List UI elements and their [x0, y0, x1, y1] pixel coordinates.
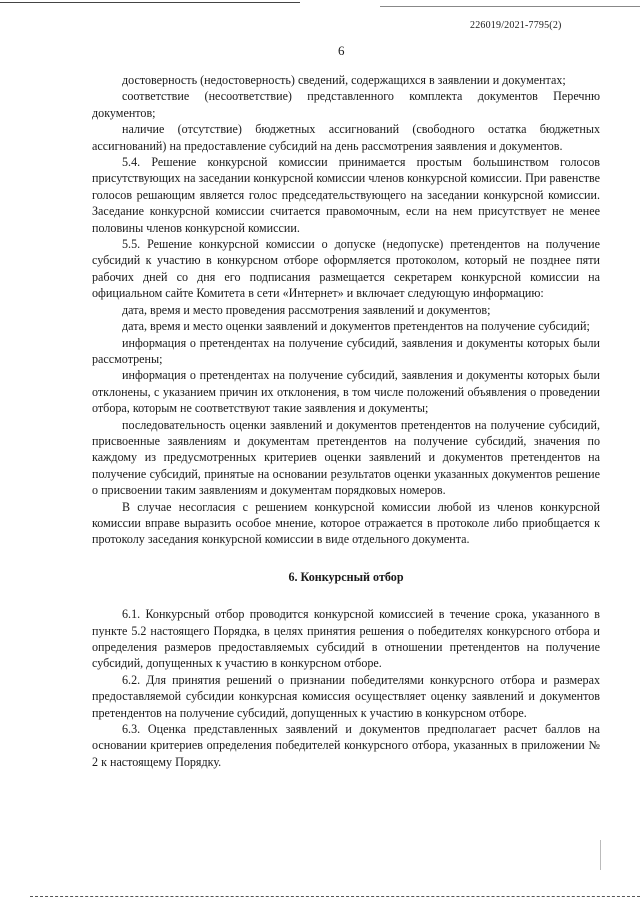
paragraph: 5.4. Решение конкурсной комиссии принимается простым большинством голосов присутствующих на заседании конкурсной комиссии членов конкурсной комиссии. При равенстве голосов решающим является голос председательствующего на заседании конкурсной комиссии. Заседание конкурсной комиссии считается правомочным, если на нем присутствует не менее половины членов конкурсной комиссии. [92, 155, 600, 235]
paragraph: информация о претендентах на получение субсидий, заявления и документы которых были рассмотрены; [92, 335, 600, 366]
section-heading: 6. Конкурсный отбор [288, 569, 404, 584]
paragraph: 5.5. Решение конкурсной комиссии о допуске (недопуске) претендентов на получение субсидий к участию в конкурсном отборе оформляется протоколом, который не позднее пяти рабочих дней со дня его подписания размещается секретарем конкурсной комиссии на официальном сайте Комитета в сети «Интернет» и включает следующую информацию: [92, 237, 600, 301]
paragraph: 6.2. Для принятия решений о признании победителями конкурсного отбора и размерах предоставляемой субсидии конкурсная комиссия осуществляет оценку заявлений и документов претендентов на получение субсидий, допущенных к участию в конкурсном отборе. [92, 672, 600, 720]
paragraph: соответствие (несоответствие) представленного комплекта документов Перечню документов; [92, 89, 600, 120]
page-number: 6 [338, 43, 345, 58]
document-body [92, 72, 600, 770]
paragraph: последовательность оценки заявлений и документов претендентов на получение субсидий, присвоенные заявлениям и документам претендентов на получение субсидий, значения по каждому из предусмотренных критериев оценки заявлений и документов претендентов на получение субсидий, принятые на основании результатов оценки указанных документов решение о присвоении таким заявлениям и документам порядковых номеров. [92, 417, 600, 498]
paragraph: дата, время и место оценки заявлений и документов претендентов на получение субсидий; [122, 319, 590, 334]
scan-edge-line [0, 2, 300, 3]
paragraph: дата, время и место проведения рассмотрения заявлений и документов; [122, 302, 491, 317]
paragraph: наличие (отсутствие) бюджетных ассигнований (свободного остатка бюджетных ассигнований) на предоставление субсидий на день рассмотрения заявления и документов. [92, 122, 600, 153]
scan-artifact [600, 840, 601, 870]
scan-edge-line [380, 6, 640, 7]
paragraph: информация о претендентах на получение субсидий, заявления и документы которых были отклонены, с указанием причин их отклонения, в том числе положений объявления о проведении отбора, которым не соответствуют такие заявления и документы; [92, 368, 600, 416]
paragraph: достоверность (недостоверность) сведений, содержащихся в заявлении и документах; [122, 73, 566, 87]
document-number: 226019/2021-7795(2) [470, 20, 562, 31]
paragraph: 6.1. Конкурсный отбор проводится конкурсной комиссией в течение срока, указанного в пункте 5.2 настоящего Порядка, в целях принятия решения о победителях конкурсного отбора и определения размеров предоставляемых субсидий в отношении претендентов на получение субсидий, допущенных к участию в конкурсном отборе. [92, 607, 600, 671]
scan-edge-line [30, 896, 640, 898]
paragraph: 6.3. Оценка представленных заявлений и документов предполагает расчет баллов на основании критериев определения победителей конкурсного отбора, указанных в приложении № 2 к настоящему Порядку. [92, 722, 600, 769]
paragraph: В случае несогласия с решением конкурсной комиссии любой из членов конкурсной комиссии вправе выразить особое мнение, которое отражается в протоколе либо приобщается к протоколу заседания конкурсной комиссии в виде отдельного документа. [92, 499, 600, 547]
